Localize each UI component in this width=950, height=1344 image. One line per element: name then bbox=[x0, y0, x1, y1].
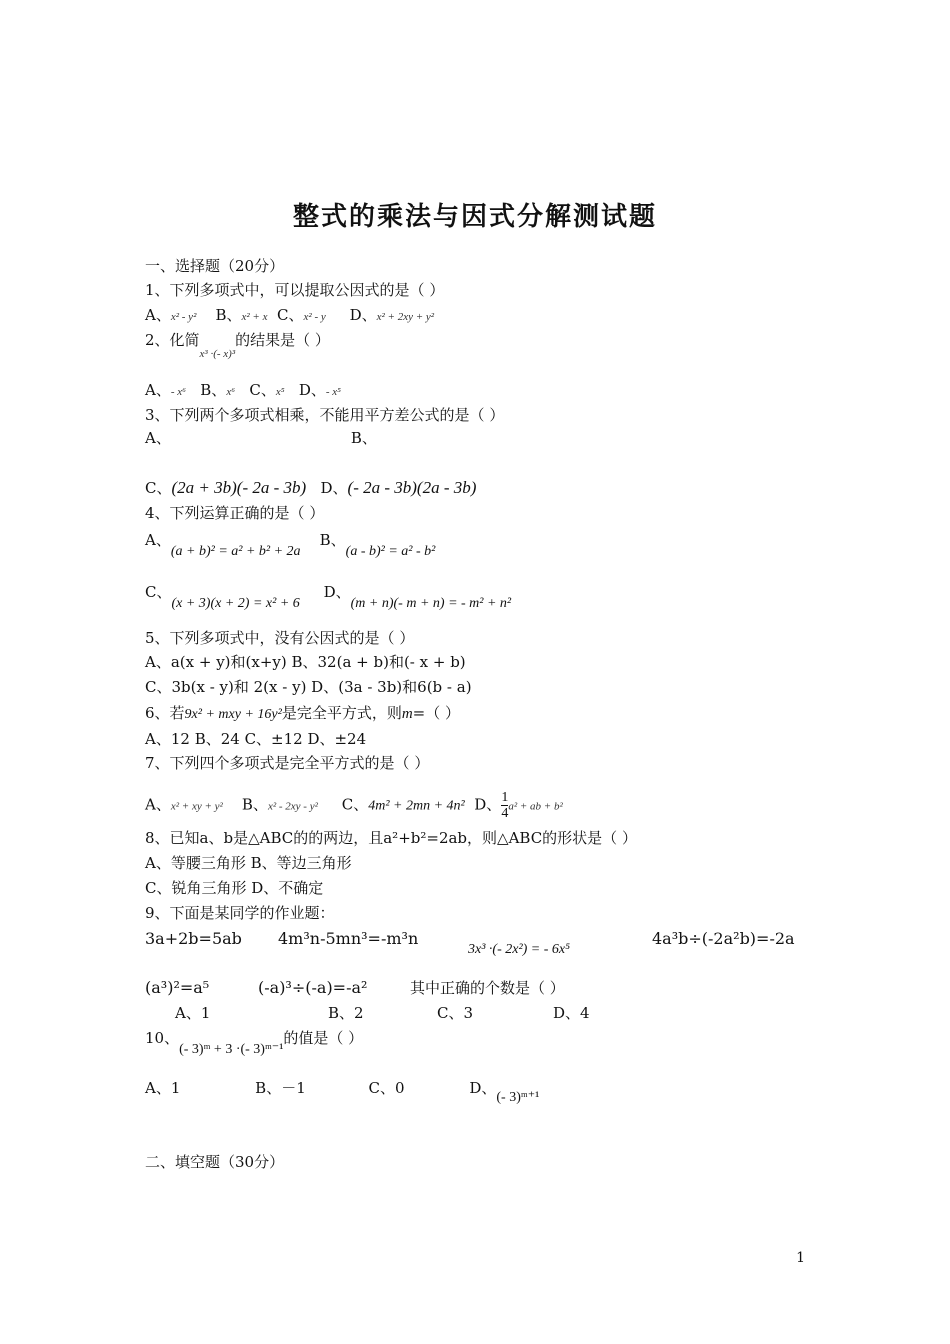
fraction-one-quarter: $\frac{1}{4}$ bbox=[501, 790, 509, 821]
question-8-options-cd: C、锐角三角形 D、不确定 bbox=[145, 879, 324, 897]
question-7-options: A、x² + xy + y² B、x² - 2xy - y² C、4m² + 2mn + 4n² D、 $\frac{1}{4}$ a² + ab + b² bbox=[145, 790, 563, 821]
page-number: 1 bbox=[796, 1250, 805, 1266]
question-9-exercise-4: 4a³b÷(-2a²b)=-2a bbox=[652, 929, 795, 948]
question-9-question: 其中正确的个数是（ ） bbox=[410, 979, 565, 997]
question-5-stem: 5、下列多项式中，没有公因式的是（ ） bbox=[145, 629, 415, 647]
question-9-exercise-6: (-a)³÷(-a)=-a² bbox=[258, 978, 368, 997]
question-10-stem: 10、(- 3)ᵐ + 3 ·(- 3)ᵐ⁻¹的值是（ ） bbox=[145, 1029, 364, 1057]
question-9-exercise-1: 3a+2b=5ab bbox=[145, 929, 242, 948]
question-9-option-a: A、1 bbox=[175, 1004, 211, 1022]
question-7-stem: 7、下列四个多项式是完全平方式的是（ ） bbox=[145, 754, 430, 772]
question-3-options-cd: C、(2a + 3b)(- 2a - 3b) D、(- 2a - 3b)(2a - 3b) bbox=[145, 478, 477, 497]
question-3-stem: 3、下列两个多项式相乘，不能用平方差公式的是（ ） bbox=[145, 406, 505, 424]
question-8-options-ab: A、等腰三角形 B、等边三角形 bbox=[145, 854, 352, 872]
question-5-options-cd: C、3b(x - y)和 2(x - y) D、(3a - 3b)和6(b - a) bbox=[145, 678, 472, 696]
question-2-options: A、- x⁶ B、x⁶ C、x⁵ D、- x⁵ bbox=[145, 381, 342, 399]
question-4-stem: 4、下列运算正确的是（ ） bbox=[145, 504, 325, 522]
question-9-option-b: B、2 bbox=[328, 1004, 364, 1022]
question-3-options-ab: A、 B、 bbox=[145, 429, 377, 447]
question-8-stem: 8、已知a、b是△ABC的的两边，且a²+b²=2ab，则△ABC的形状是（ ） bbox=[145, 829, 637, 847]
question-2-stem: 2、化简$_{x^3 \cdot(- x)^3}$的结果是（ ） bbox=[145, 331, 330, 360]
question-9-exercise-3: 3x³ ·(- 2x²) = - 6x⁵ bbox=[468, 942, 570, 957]
question-6-options: A、12 B、24 C、±12 D、±24 bbox=[145, 730, 367, 748]
question-4-options-ab: A、(a + b)² = a² + b² + 2a B、(a - b)² = a² - b² bbox=[145, 531, 436, 559]
question-9-option-c: C、3 bbox=[437, 1004, 474, 1022]
page-title: 整式的乘法与因式分解测试题 bbox=[292, 202, 657, 232]
question-9-stem: 9、下面是某同学的作业题： bbox=[145, 904, 335, 922]
question-4-options-cd: C、(x + 3)(x + 2) = x² + 6 D、(m + n)(- m + n) = - m² + n² bbox=[145, 583, 512, 611]
question-1-options: A、x² - y² B、x² + x C、x² - y D、x² + 2xy + y² bbox=[145, 306, 435, 324]
question-9-option-d: D、4 bbox=[553, 1004, 590, 1022]
section-heading-fill: 二、填空题（30分） bbox=[145, 1153, 285, 1171]
question-6-stem: 6、若9x² + mxy + 16y²是完全平方式，则m=（ ） bbox=[145, 704, 461, 722]
question-9-exercise-2: 4m³n-5mn³=-m³n bbox=[278, 929, 419, 948]
question-5-options-ab: A、a(x + y)和(x+y) B、32(a + b)和(- x + b) bbox=[145, 653, 466, 671]
section-heading-choice: 一、选择题（20分） bbox=[145, 257, 285, 275]
question-1-stem: 1、下列多项式中，可以提取公因式的是（ ） bbox=[145, 281, 445, 299]
question-10-options: A、1 B、－1 C、0 D、(- 3)ᵐ⁺¹ bbox=[145, 1079, 540, 1105]
question-9-exercise-5: (a³)²=a⁵ bbox=[145, 978, 210, 997]
